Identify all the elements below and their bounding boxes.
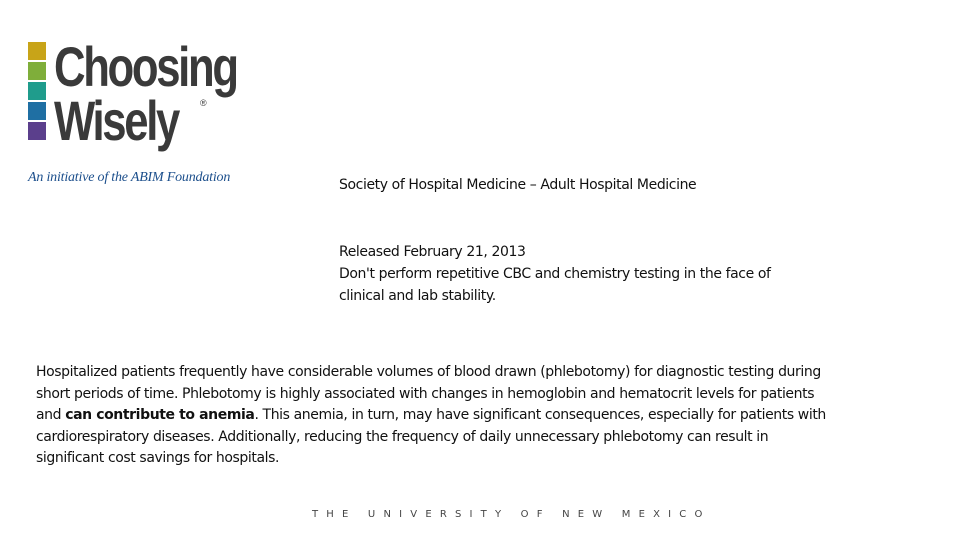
recommendation-line-1: Don't perform repetitive CBC and chemistry testing in the face of bbox=[339, 266, 771, 282]
paragraph-line-5: significant cost savings for hospitals. bbox=[36, 450, 280, 467]
logo-tagline: An initiative of the ABIM Foundation bbox=[28, 170, 231, 185]
logo-word-choosing: Choosing bbox=[54, 35, 237, 98]
choosing-wisely-logo bbox=[28, 35, 258, 190]
paragraph-line-2: short periods of time. Phlebotomy is highly associated with changes in hemoglobin and hematocrit levels for patients bbox=[36, 385, 815, 402]
paragraph-line-3-start: and bbox=[36, 407, 66, 424]
society-heading: Society of Hospital Medicine – Adult Hospital Medicine bbox=[339, 177, 697, 193]
registered-mark: ® bbox=[200, 98, 207, 108]
logo-color-squares bbox=[28, 42, 46, 142]
logo-word-wisely: Wisely bbox=[54, 89, 178, 152]
recommendation-line-2: clinical and lab stability. bbox=[339, 288, 496, 304]
logo-square-blue bbox=[28, 102, 46, 120]
logo-square-purple bbox=[28, 122, 46, 140]
paragraph-line-4: cardiorespiratory diseases. Additionally, reducing the frequency of daily unnecessary phlebotomy can result in bbox=[36, 428, 769, 445]
paragraph-line-1: Hospitalized patients frequently have considerable volumes of blood drawn (phlebotomy) for diagnostic testing during bbox=[36, 364, 821, 380]
explanation-paragraph bbox=[36, 362, 936, 470]
logo-square-teal bbox=[28, 82, 46, 100]
release-date: Released February 21, 2013 bbox=[339, 244, 526, 260]
logo-square-green bbox=[28, 62, 46, 80]
paragraph-emphasis: can contribute to anemia bbox=[65, 407, 255, 424]
footer-university: THE UNIVERSITY OF NEW MEXICO bbox=[312, 509, 711, 520]
logo-square-yellow bbox=[28, 42, 46, 60]
recommendation-block bbox=[339, 241, 879, 307]
paragraph-line-3 bbox=[36, 405, 936, 427]
paragraph-line-3-end: . This anemia, in turn, may have significant consequences, especially for patients with bbox=[254, 407, 826, 424]
